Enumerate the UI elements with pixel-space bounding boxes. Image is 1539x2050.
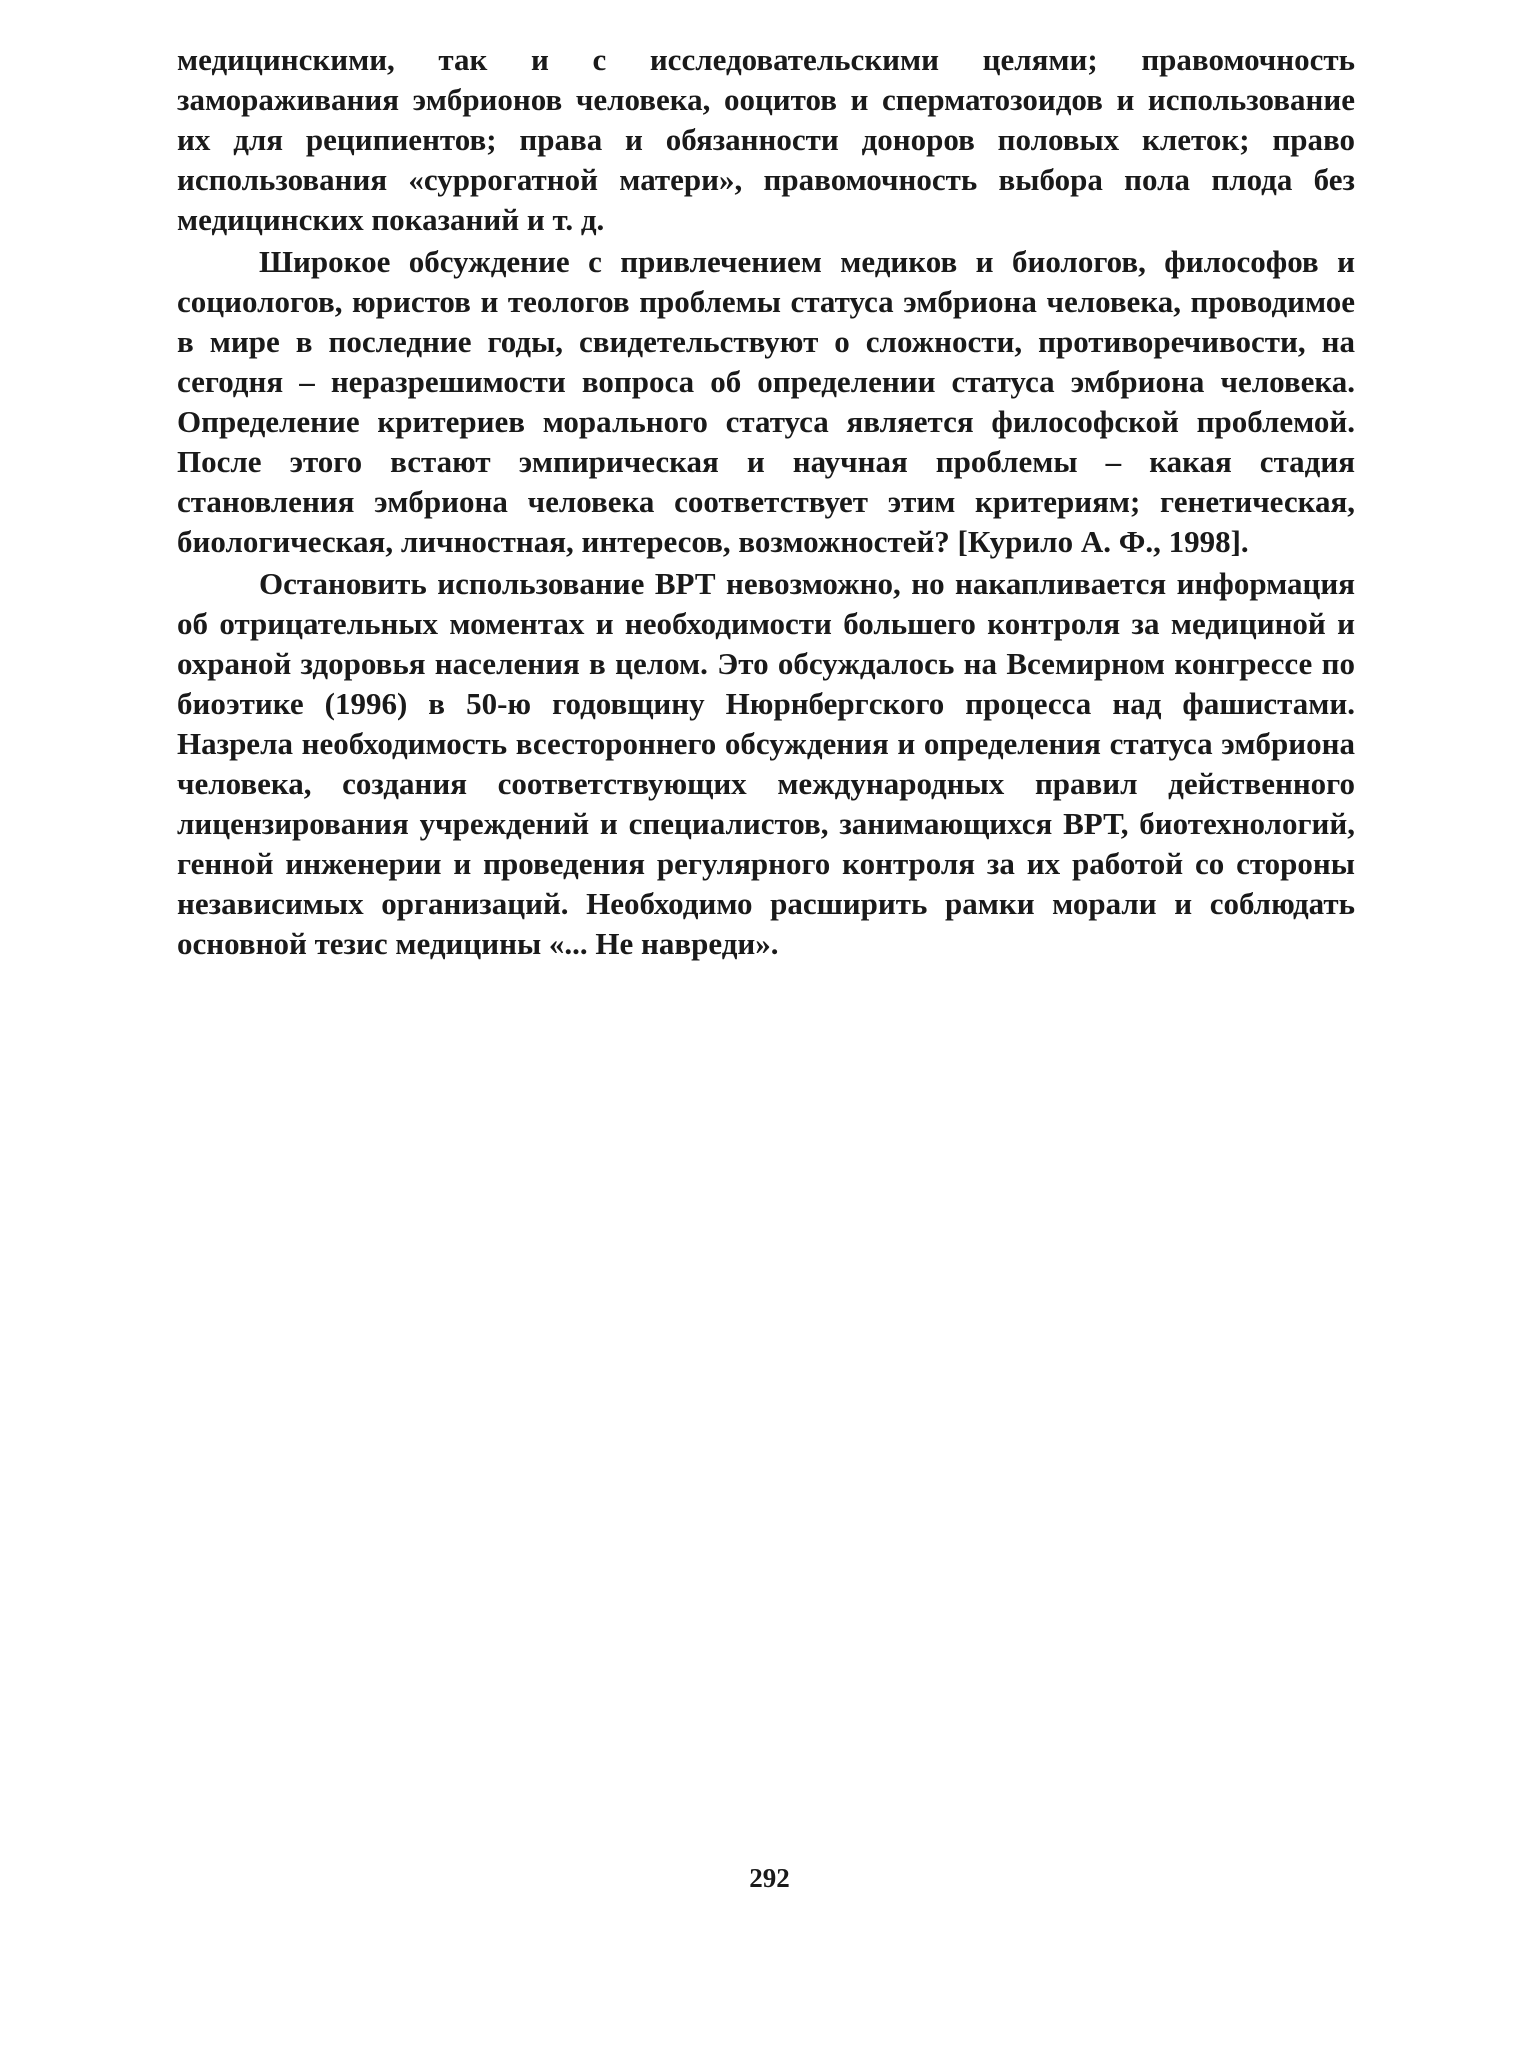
paragraph-embryo-status: Широкое обсуждение с привлечением медиков и биологов, философов и социологов, юристов и теологов проблемы статуса эмбриона человека, проводимое в мире в последние годы, свидетельствуют о сложности, противоречивости, на сегодня – неразрешимости вопроса об определении статуса эмбриона человека. Определение критериев морального статуса является философской проблемой. После этого встают эмпирическая и научная проблемы – какая стадия становления эмбриона человека соответствует этим критериям; генетическая, биологическая, личностная, интересов, возможностей? [Курило А. Ф., 1998]. [177,244,1355,559]
page-number: 292 [749,1863,790,1893]
paragraph-art-control: Остановить использование ВРТ невозможно, но накапливается информация об отрицательных моментах и необходимости большего контроля за медициной и охраной здоровья населения в целом. Это обсуждалось на Всемирном конгрессе по биоэтике (1996) в 50-ю годовщину Нюрнбергского процесса над фашистами. Назрела необходимость всестороннего обсуждения и определения статуса эмбриона человека, создания соответствующих международных правил действенного лицензирования учреждений и специалистов, занимающихся ВРТ, биотехнологий, генной инженерии и проведения регулярного контроля за их работой со стороны независимых организаций. Необходимо расширить рамки морали и соблюдать основной тезис медицины «... Не навреди». [177,566,1355,961]
body-text [177,40,1355,964]
paragraph-continuation: медицинскими, так и с исследовательскими целями; правомочность замораживания эмбрионов человека, ооцитов и сперматозоидов и использование их для реципиентов; права и обязанности доноров половых клеток; право использования «суррогатной матери», правомочность выбора пола плода без медицинских показаний и т. д. [177,42,1355,237]
